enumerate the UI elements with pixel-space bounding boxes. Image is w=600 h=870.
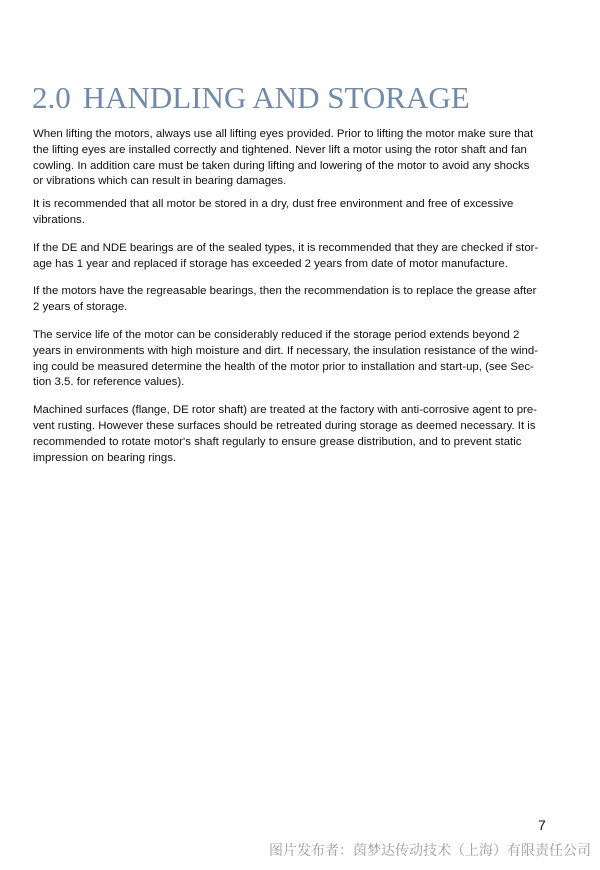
paragraph-lifting: When lifting the motors, always use all lifting eyes provided. Prior to lifting the motor make sure that the lifting eyes are installed correctly and tightened. Never lift a motor using the rotor shaft and fan cowling. In addition care must be taken during lifting and lowering of the motor to avoid any shocks or vibrations which can result in bearing damages. <box>33 128 534 188</box>
paragraph-machined-surfaces: Machined surfaces (flange, DE rotor shaft) are treated at the factory with anti-corrosive agent to pre- vent rusting. However these surfaces should be retreated during storage as deemed necessary. It is recommended to rotate motor's shaft regularly to ensure grease distribution, and to prevent static impression on bearing rings. <box>33 404 537 464</box>
paragraph-service-life: The service life of the motor can be considerably reduced if the storage period extends beyond 2 years in environments with high moisture and dirt. If necessary, the insulation resistance of the wind- ing could be measured determine the health of the motor prior to installation and start-up, (see Sec- tion 3.5. for reference values). <box>33 328 539 389</box>
section-number: 2.0 <box>32 80 71 115</box>
paragraph-regreasable-bearings: If the motors have the regreasable bearings, then the recommendation is to replace the grease after 2 years of storage. <box>33 285 537 314</box>
page-number: 7 <box>538 817 546 833</box>
paragraph-sealed-bearings: If the DE and NDE bearings are of the sealed types, it is recommended that they are checked if stor- age has 1 year and replaced if storage has exceeded 2 years from date of motor manufacture. <box>33 241 539 270</box>
publisher-credit: 图片发布者：茵梦达传动技术（上海）有限责任公司 <box>269 843 591 859</box>
section-heading <box>32 78 470 118</box>
section-title: HANDLING AND STORAGE <box>82 80 470 115</box>
body-text <box>33 127 546 473</box>
paragraph-storage-environment: It is recommended that all motor be stored in a dry, dust free environment and free of excessive vibrations. <box>33 198 514 226</box>
